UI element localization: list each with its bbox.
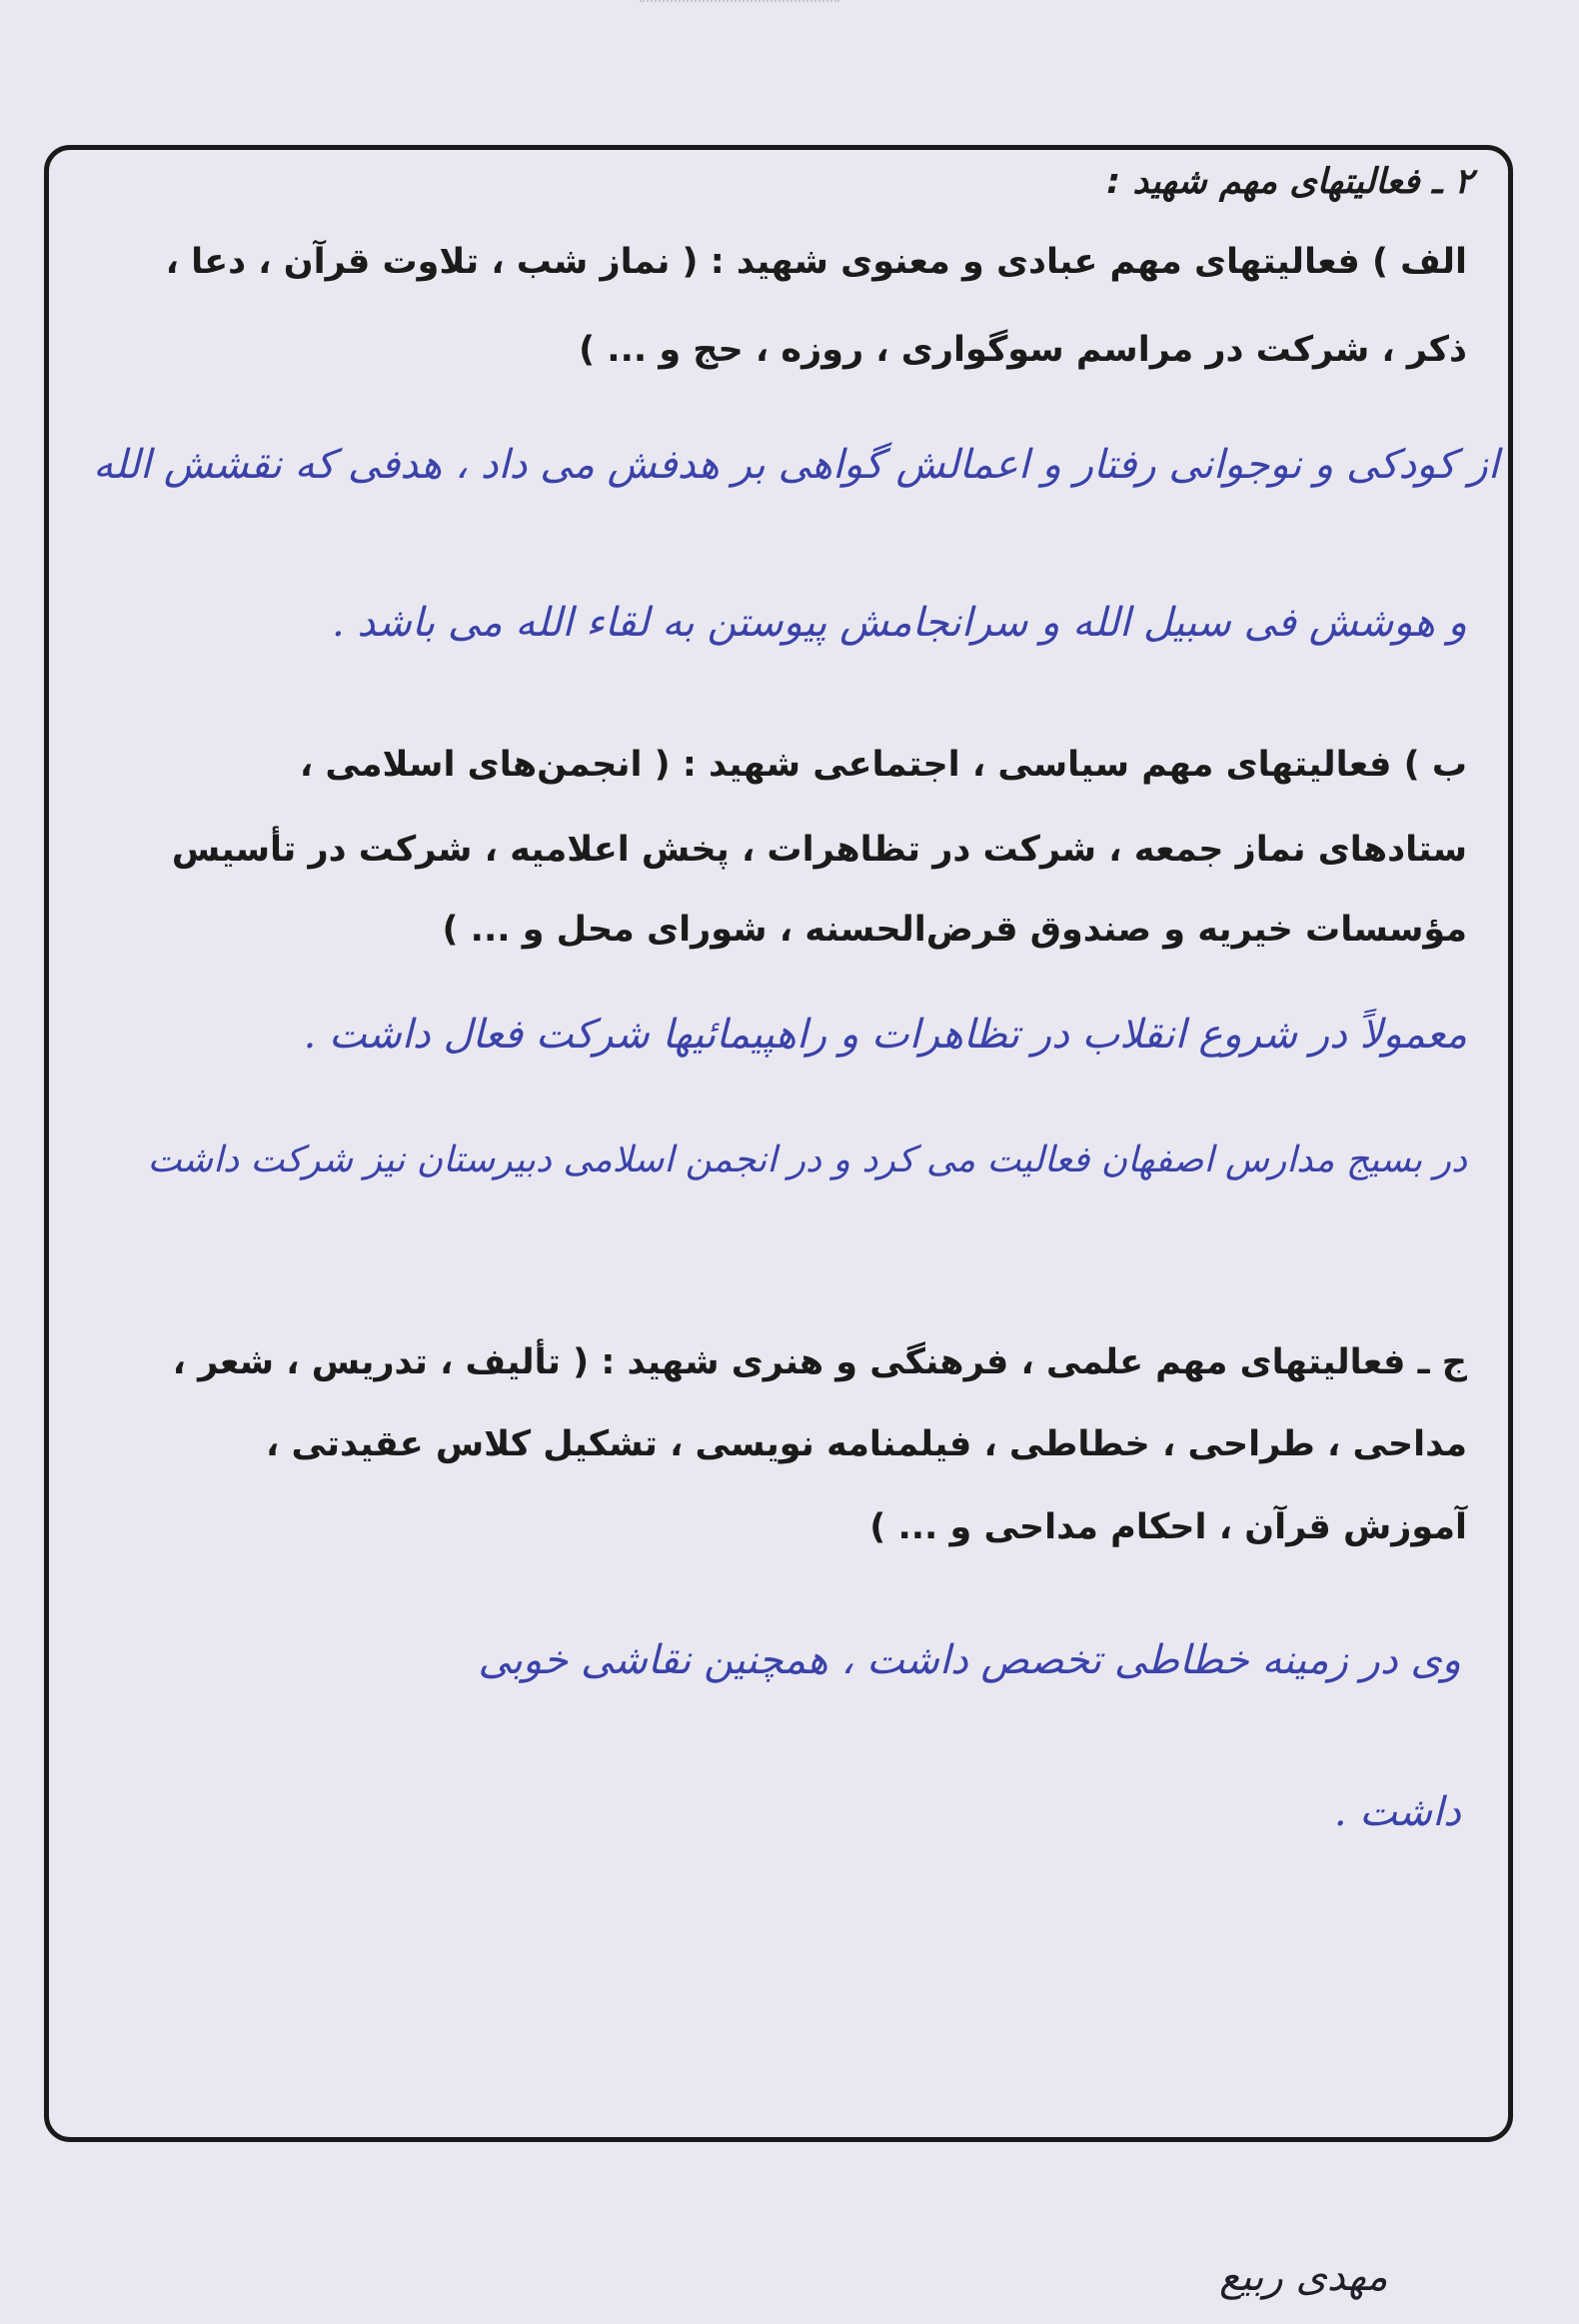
part-c-answer-line-1: وی در زمینه خطاطی تخصص داشت ، همچنین نقاشی خوبی <box>478 1637 1461 1683</box>
signature: مهدی ربیع <box>1219 2254 1388 2300</box>
part-a-question-line-2: ذکر ، شرکت در مراسم سوگواری ، روزه ، حج و ... ) <box>579 330 1467 370</box>
part-b-question-line-3: مؤسسات خیریه و صندوق قرض‌الحسنه ، شورای محل و ... ) <box>442 910 1467 950</box>
part-c-answer-line-2: داشت . <box>1333 1789 1461 1835</box>
part-b-answer-line-2: در بسیج مدارس اصفهان فعالیت می کرد و در انجمن اسلامی دبیرستان نیز شرکت داشت <box>147 1140 1467 1180</box>
part-b-question-line-1: ب ) فعالیتهای مهم سیاسی ، اجتماعی شهید : ( انجمن‌های اسلامی ، <box>299 745 1467 785</box>
part-a-question-line-1: الف ) فعالیتهای مهم عبادی و معنوی شهید : ( نماز شب ، تلاوت قرآن ، دعا ، <box>165 242 1467 282</box>
part-a-answer-line-1: از کودکی و نوجوانی رفتار و اعمالش گواهی بر هدفش می داد ، هدفی که نقشش الله <box>93 442 1499 488</box>
part-a-answer-line-2: و هوشش فی سبیل الله و سرانجامش پیوستن به لقاء الله می باشد . <box>331 600 1467 646</box>
part-c-question-line-2: مداحی ، طراحی ، خطاطی ، فیلمنامه نویسی ، تشکیل کلاس عقیدتی ، <box>266 1424 1467 1464</box>
section-heading: ۲ ـ فعالیتهای مهم شهید : <box>1106 162 1473 202</box>
part-c-question-line-1: ج ـ فعالیتهای مهم علمی ، فرهنگی و هنری شهید : ( تألیف ، تدریس ، شعر ، <box>172 1342 1467 1382</box>
scan-artifact <box>640 0 839 22</box>
part-b-answer-line-1: معمولاً در شروع انقلاب در تظاهرات و راهپیمائیها شرکت فعال داشت . <box>303 1012 1467 1058</box>
part-c-question-line-3: آموزش قرآن ، احکام مداحی و ... ) <box>869 1507 1467 1547</box>
part-b-question-line-2: ستادهای نماز جمعه ، شرکت در تظاهرات ، پخش اعلامیه ، شرکت در تأسیس <box>171 830 1467 870</box>
